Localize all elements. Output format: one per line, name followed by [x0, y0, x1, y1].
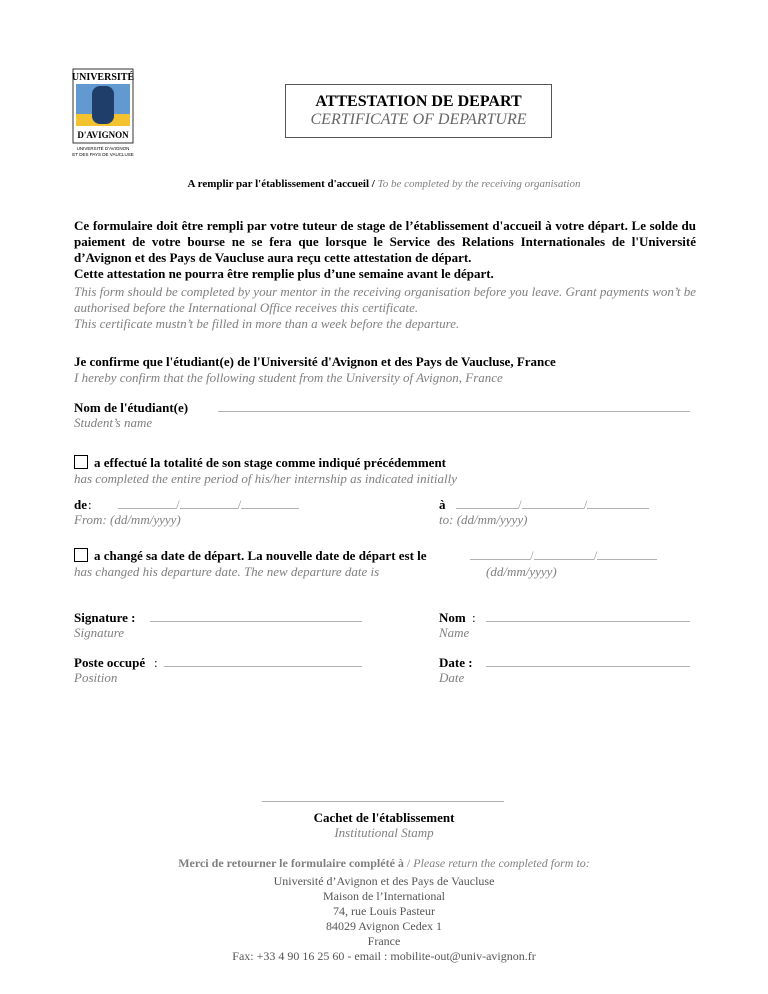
- title-box: [285, 84, 552, 138]
- confirm-en: I hereby confirm that the following student from the University of Avignon, France: [74, 370, 503, 385]
- svg-text:D'AVIGNON: D'AVIGNON: [77, 130, 129, 140]
- instruction: A remplir par l'établissement d'accueil / To be completed by the receiving organisation: [187, 178, 581, 190]
- confirm-fr: Je confirme que l'étudiant(e) de l'Université d'Avignon et des Pays de Vaucluse, France: [74, 354, 556, 369]
- intro-fr: Ce formulaire doit être rempli par votre tuteur de stage de l’établissement d'accueil à votre départ. Le solde du paiement de votre bourse ne se fera que lorsque le Service des Relations Internationales de l'Université d’Avignon et des Pays de Vaucluse aura reçu cette attestation de départ. Cette attestation ne pourra être remplie plus d’une semaine avant le départ.: [74, 218, 696, 281]
- completed-checkbox[interactable]: [74, 455, 88, 469]
- signature-field[interactable]: [150, 610, 362, 626]
- address: Université d’Avignon et des Pays de Vaucluse Maison de l’International 74, rue Louis Pasteur 84029 Avignon Cedex 1 France Fax: +33 4 90 16 25 60 - email : mobilite-out@univ-avignon.fr: [232, 874, 536, 963]
- student-name-label-en: Student’s name: [74, 415, 153, 430]
- name-field[interactable]: [486, 610, 690, 626]
- from-label: de: [74, 497, 87, 512]
- to-date-field[interactable]: / /: [456, 497, 649, 513]
- position-field[interactable]: [164, 655, 362, 671]
- student-name-label: Nom de l'étudiant(e): [74, 400, 189, 415]
- email-link[interactable]: mobilite-out@univ-avignon.fr: [390, 949, 536, 963]
- title-en: CERTIFICATE OF DEPARTURE: [310, 111, 527, 128]
- svg-text:UNIVERSITÉ: UNIVERSITÉ: [72, 72, 134, 83]
- option1-en: has completed the entire period of his/her internship as indicated initially: [74, 471, 457, 486]
- date-field[interactable]: [486, 655, 690, 671]
- stamp-field[interactable]: [262, 790, 504, 806]
- changed-date-checkbox[interactable]: [74, 548, 88, 562]
- title-fr: ATTESTATION DE DEPART: [315, 93, 522, 110]
- svg-text:UNIVERSITÉ D'AVIGNON: UNIVERSITÉ D'AVIGNON: [76, 146, 130, 151]
- university-logo: [72, 68, 134, 158]
- intro-en: This form should be completed by your mentor in the receiving organisation before you leave. Grant payments won’t be authorised before the International Office receives this certificate. This certificate mustn’t be filled in more than a week before the departure.: [74, 284, 696, 331]
- svg-text:ET DES PAYS DE VAUCLUSE: ET DES PAYS DE VAUCLUSE: [72, 152, 134, 157]
- to-label: à: [439, 497, 446, 512]
- new-date-field[interactable]: / /: [470, 548, 657, 564]
- student-name-field[interactable]: [218, 400, 690, 416]
- from-date-field[interactable]: / /: [118, 497, 299, 513]
